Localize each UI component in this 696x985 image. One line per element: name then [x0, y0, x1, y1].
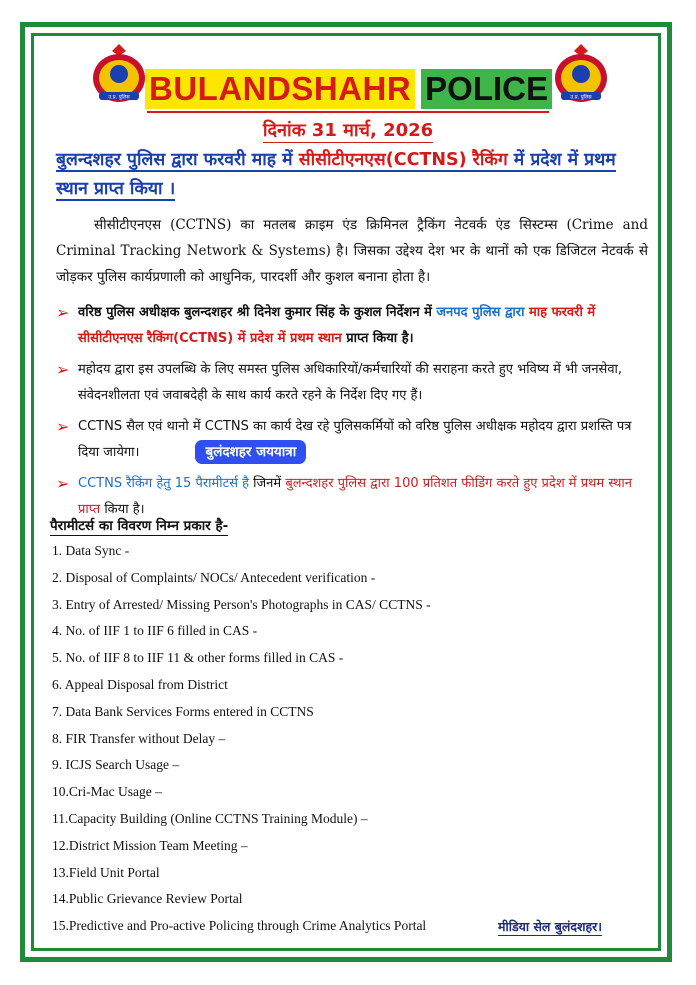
bullet-list [56, 300, 652, 528]
bullet-4-part2: जिनमें [249, 476, 286, 491]
bullet-2-text: महोदय द्वारा इस उपलब्धि के लिए समस्त पुलिस अधिकारियों/कर्मचारियों की सराहना करते हुए भविष्य में भी जनसेवा, संवेदनशीलता एवं जवाबदेही के साथ कार्य करते रहने के निर्देश दिए गए हैं। [78, 362, 623, 403]
param-item: 3. Entry of Arrested/ Missing Person's Photographs in CAS/ CCTNS - [52, 596, 431, 612]
param-item: 14.Public Grievance Review Portal [52, 891, 243, 907]
page-title [145, 68, 552, 110]
bullet-3 [56, 414, 652, 466]
up-police-emblem-right [552, 42, 610, 104]
emblem-text: उ.प्र. पुलिस [108, 94, 130, 101]
bullet-3-text: CCTNS सैल एवं थानो में CCTNS का कार्य देख रहे पुलिसकर्मियों को वरिष्ठ पुलिस अधीक्षक महोदय द्वारा प्रशस्ति पत्र दिया जायेगा। [78, 419, 632, 460]
arrow-icon: ➢ [56, 417, 70, 436]
param-item: 12.District Mission Team Meeting – [52, 837, 248, 853]
intro-paragraph [56, 212, 648, 290]
headline-part1: बुलन्दशहर पुलिस द्वारा फरवरी माह में [56, 150, 299, 170]
param-item: 11.Capacity Building (Online CCTNS Training Module) – [52, 810, 368, 826]
param-item: 1. Data Sync - [52, 543, 130, 558]
headline-part2: सीसीटीएनएस(CCTNS) रैकिंग [298, 150, 508, 170]
bullet-4-part4: किया है। [100, 502, 145, 517]
bullet-1-part3: माह फरवरी में सीसीटीएनएस रैकिंग(CCTNS) में प्रदेश में प्रथम स्थान [78, 305, 596, 346]
params-heading [50, 516, 228, 534]
params-heading-text: पैरामीटर्स का विवरण निम्न प्रकार है- [50, 518, 229, 534]
headline [56, 146, 652, 204]
param-item: 9. ICJS Search Usage – [52, 757, 180, 773]
param-item: 13.Field Unit Portal [52, 864, 160, 880]
title-police: POLICE [421, 69, 552, 109]
title-bulandshahr: BULANDSHAHR [145, 69, 415, 109]
param-item: 2. Disposal of Complaints/ NOCs/ Antecedent verification - [52, 569, 376, 585]
title-underline [147, 111, 549, 113]
up-police-emblem-left [90, 42, 148, 104]
bullet-2 [56, 357, 652, 409]
bullet-4-part1: CCTNS रैकिंग हेतु 15 पैरामीटर्स है [78, 476, 250, 491]
emblem-text: उ.प्र. पुलिस [570, 94, 592, 101]
footer-text: मीडिया सेल बुलंदशहर। [498, 919, 602, 934]
media-cell-signature [498, 918, 602, 935]
headline-part3: में प्रदेश में प्रथम स्थान प्राप्त किया । [56, 150, 616, 199]
param-item: 4. No. of IIF 1 to IIF 6 filled in CAS - [52, 623, 258, 639]
param-item: 6. Appeal Disposal from District [52, 676, 228, 692]
param-item: 10.Cri-Mac Usage – [52, 784, 162, 800]
param-item: 8. FIR Transfer without Delay – [52, 730, 226, 746]
param-item: 5. No. of IIF 8 to IIF 11 & other forms filled in CAS - [52, 650, 344, 666]
bullet-1-part1: वरिष्ठ पुलिस अधीक्षक बुलन्दशहर श्री दिनेश कुमार सिंह के कुशल निर्देशन में [78, 305, 437, 320]
params-list [52, 541, 431, 943]
date-text: दिनांक 31 मार्च, 2026 [262, 120, 434, 141]
jayyatra-badge: बुलंदशहर जययात्रा [195, 440, 306, 464]
bullet-1 [56, 300, 652, 352]
bullet-1-part2: जनपद पुलिस द्वारा [436, 305, 525, 320]
bullet-1-part4: प्राप्त किया है। [341, 331, 414, 346]
arrow-icon: ➢ [56, 360, 70, 379]
arrow-icon: ➢ [56, 474, 70, 493]
param-item: 15.Predictive and Pro-active Policing through Crime Analytics Portal [52, 918, 427, 934]
arrow-icon: ➢ [56, 303, 70, 322]
bullet-4-part3: बुलन्दशहर पुलिस द्वारा 100 प्रतिशत फीडिंग करते हुए प्रदेश में प्रथम स्थान प्राप्त [78, 476, 633, 517]
param-item: 7. Data Bank Services Forms entered in CCTNS [52, 703, 314, 719]
date-line [0, 118, 696, 142]
intro-text: सीसीटीएनएस (CCTNS) का मतलब क्राइम एंड क्रिमिनल ट्रैकिंग नेटवर्क एंड सिस्टम्स (Crime and Criminal Tracking Network & Systems) है। जिसका उद्देश्य देश भर के थानों को एक डिजिटल नेटवर्क से जोड़कर पुलिस कार्यप्रणाली को आधुनिक, पारदर्शी और कुशल बनाना होता है। [56, 217, 648, 285]
